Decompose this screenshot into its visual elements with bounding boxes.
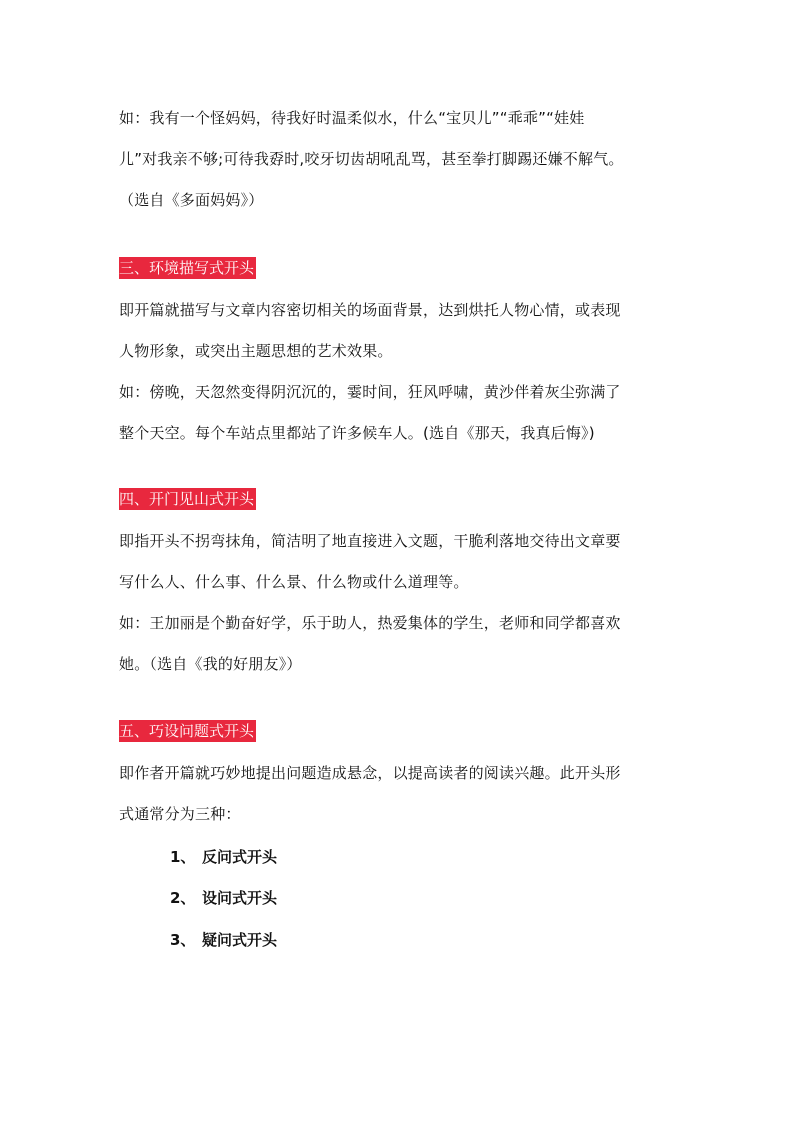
- section-4-desc-line-2: 写什么人、什么事、什么景、什么物或什么道理等。: [119, 573, 469, 591]
- list-item: [170, 847, 277, 867]
- list-item: [170, 888, 277, 908]
- section-3-example-line-2: 整个天空。每个车站点里都站了许多候车人。(选自《那天，我真后悔》): [119, 424, 595, 442]
- section-heading-question: 五、巧设问题式开头: [119, 722, 255, 740]
- section-5-desc-line-2: 式通常分为三种：: [119, 805, 241, 823]
- section-4-example-line-1: 如：王加丽是个勤奋好学，乐于助人，热爱集体的学生，老师和同学都喜欢: [119, 614, 621, 632]
- section-3-desc-line-2: 人物形象，或突出主题思想的艺术效果。: [119, 342, 393, 360]
- section-3-example-line-1: 如：傍晚，天忽然变得阴沉沉的，霎时间，狂风呼啸，黄沙伴着灰尘弥满了: [119, 383, 621, 401]
- section-3-desc-line-1: 即开篇就描写与文章内容密切相关的场面背景，达到烘托人物心情，或表现: [119, 301, 621, 319]
- section-4-example-line-2: 她。（选自《我的好朋友》）: [119, 655, 302, 673]
- section-4-desc-line-1: 即指开头不拐弯抹角，简洁明了地直接进入文题，干脆利落地交待出文章要: [119, 532, 621, 550]
- section-heading-direct: 四、开门见山式开头: [119, 490, 255, 508]
- list-item-label: 疑问式开头: [202, 931, 278, 949]
- list-item-label: 反问式开头: [202, 848, 278, 866]
- list-item: [170, 930, 277, 950]
- section-5-desc-line-1: 即作者开篇就巧妙地提出问题造成悬念，以提高读者的阅读兴趣。此开头形: [119, 764, 621, 782]
- list-item-label: 设问式开头: [202, 889, 278, 907]
- intro-example-source: （选自《多面妈妈》）: [119, 191, 264, 209]
- list-item-number: 3、: [170, 931, 196, 949]
- section-heading-environment: 三、环境描写式开头: [119, 259, 255, 277]
- list-item-number: 1、: [170, 848, 196, 866]
- intro-example-line-1: 如：我有一个怪妈妈，待我好时温柔似水，什么“宝贝儿”“乖乖”“娃娃: [119, 109, 585, 127]
- list-item-number: 2、: [170, 889, 196, 907]
- intro-example-line-2: 儿”对我亲不够;可待我孬时,咬牙切齿胡吼乱骂，甚至拳打脚踢还嫌不解气。: [119, 150, 624, 168]
